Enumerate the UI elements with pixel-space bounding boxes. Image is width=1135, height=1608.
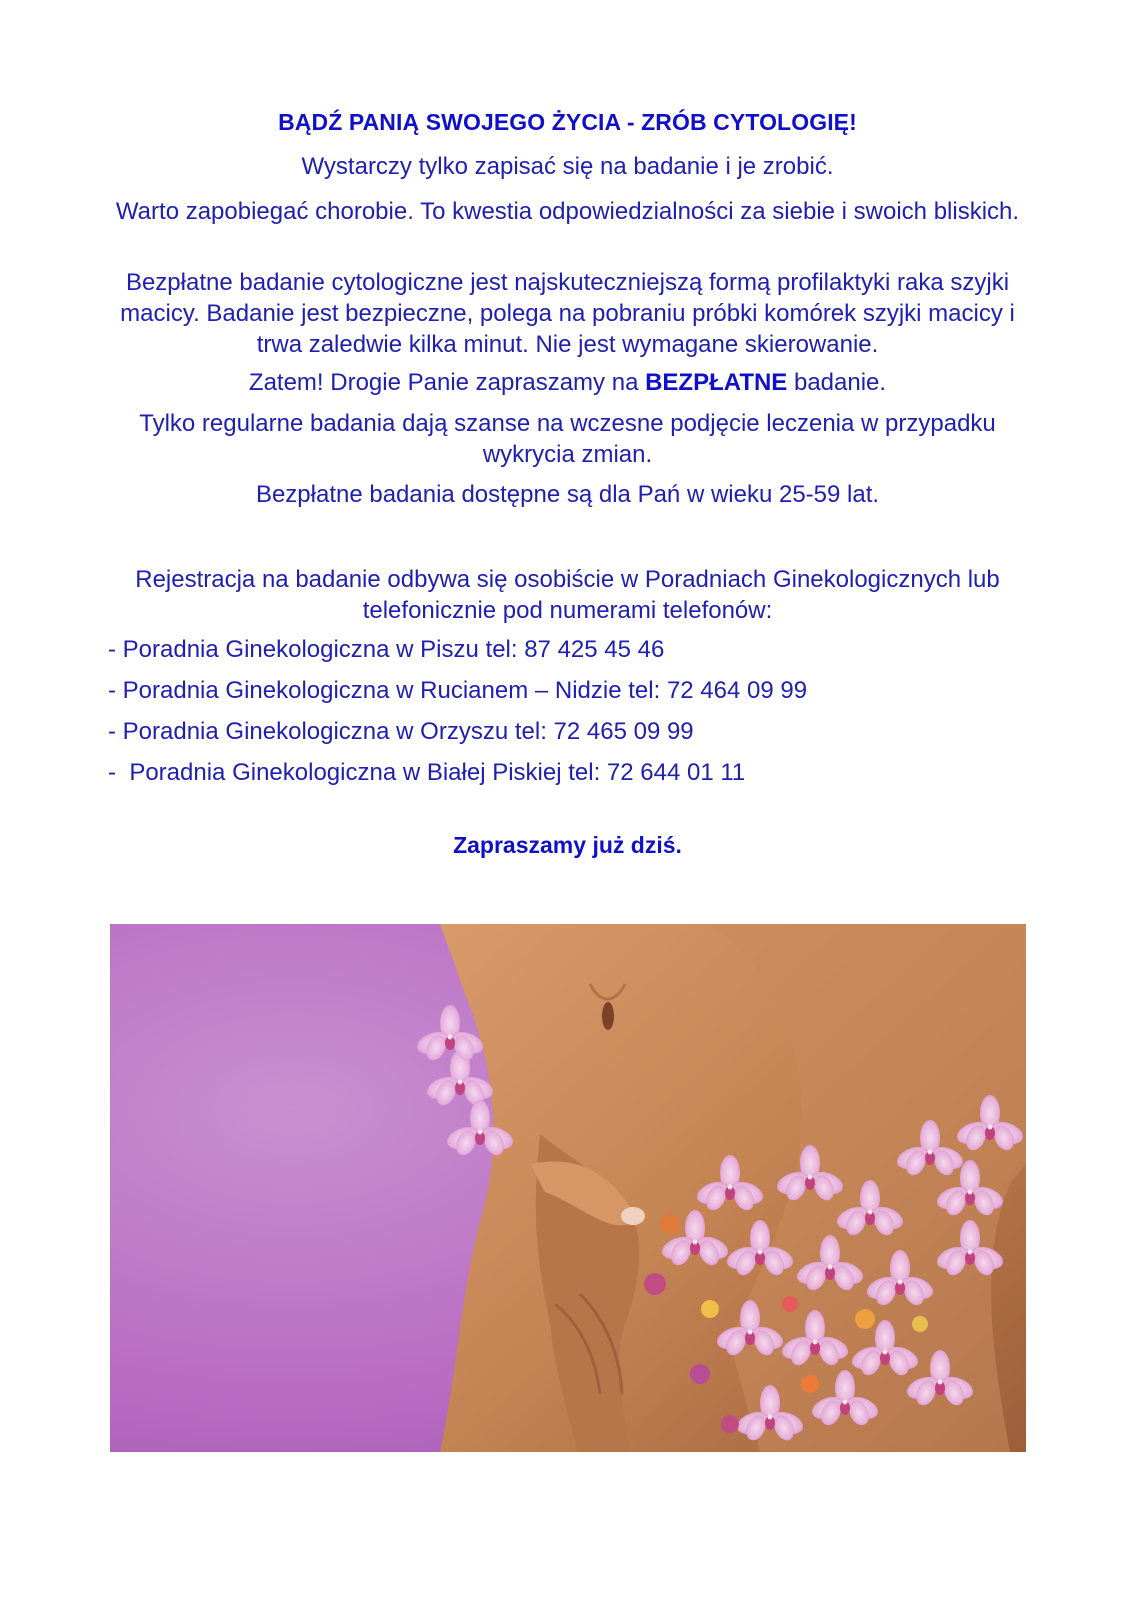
clinic-item-ruciane-nida: - Poradnia Ginekologiczna w Rucianem – Nidzie tel: 72 464 09 99 [108,677,808,704]
free-exam-paragraph [100,367,1035,398]
cytology-info-paragraph: Bezpłatne badanie cytologiczne jest najskuteczniejszą formą profilaktyki raka szyjki macicy. Badanie jest bezpieczne, polega na pobraniu próbki komórek szyjki macicy i trwa zaledwie kilka minut. Nie jest wymagane skierowanie. [120,269,1015,358]
clinic-item-orzysz: - Poradnia Ginekologiczna w Orzyszu tel: 72 465 09 99 [108,718,694,745]
prevention-paragraph: Warto zapobiegać chorobie. To kwestia odpowiedzialności za siebie i swoich bliskich. [115,198,1020,225]
clinic-item-biala-piska: - Poradnia Ginekologiczna w Białej Piskiej tel: 72 644 01 11 [108,759,746,786]
free-exam-text-before: Zatem! Drogie Panie zapraszamy na [248,369,646,396]
regular-exams-paragraph: Tylko regularne badania dają szanse na wczesne podjęcie leczenia w przypadku wykrycia zmian. [139,410,996,468]
invitation-text: Zapraszamy już dziś. [453,832,682,858]
free-exam-bold: BEZPŁATNE [645,369,788,396]
registration-paragraph: Rejestracja na badanie odbywa się osobiście w Poradniach Ginekologicznych lub telefonicznie pod numerami telefonów: [135,566,1000,624]
clinic-list [108,634,807,798]
orchid-torso-photo [110,924,1026,1452]
page-title: BĄDŹ PANIĄ SWOJEGO ŻYCIA - ZRÓB CYTOLOGIĘ! [278,109,857,135]
intro-paragraph: Wystarczy tylko zapisać się na badanie i je zrobić. [301,153,834,180]
free-exam-text-after: badanie. [787,369,887,396]
age-range-paragraph: Bezpłatne badania dostępne są dla Pań w wieku 25-59 lat. [255,481,880,508]
clinic-item-pisz: - Poradnia Ginekologiczna w Piszu tel: 87 425 45 46 [108,636,665,663]
